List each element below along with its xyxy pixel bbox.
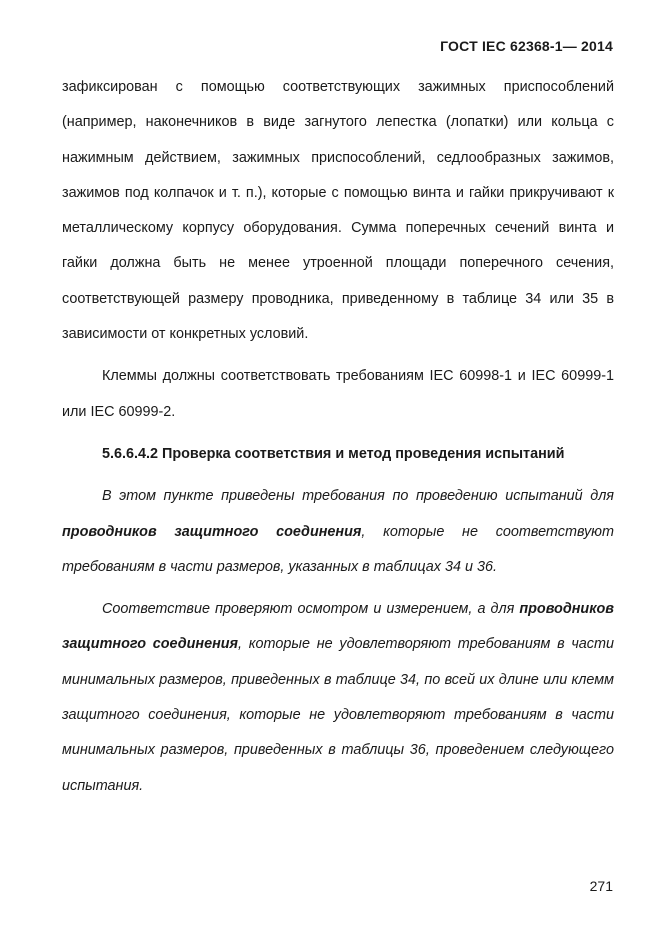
defined-term: проводников защитного соединения	[62, 523, 362, 540]
page-number: 271	[589, 878, 613, 894]
paragraph-test-scope	[62, 479, 614, 585]
defined-term: проводников защитного соединения	[62, 601, 614, 653]
text-segment: В этом пункте приведены требования по проведению испытаний для	[102, 488, 614, 505]
text-segment: Соответствие проверяют осмотром и измерением, а для	[102, 601, 520, 618]
section-heading: 5.6.6.4.2 Проверка соответствия и метод проведения испытаний	[102, 445, 565, 462]
text-segment: , которые не удовлетворяют требованиям в части минимальных размеров, приведенных в таблице 34, по всей их длине или клемм защитного соединения, которые не удовлетворяют требованиям в части минимальных размеров, приведенных в таблицы 36, проведением следующего испытания.	[62, 636, 614, 794]
text-segment: , которые не соответствуют требованиям в части размеров, указанных в таблицах 34 и 36.	[62, 523, 614, 575]
paragraph-terminals-requirements: Клеммы должны соответствовать требованиям IEC 60998-1 и IEC 60999-1 или IEC 60999-2.	[62, 368, 614, 420]
document-header: ГОСТ IEC 62368-1— 2014	[440, 38, 613, 54]
document-body	[62, 70, 614, 804]
paragraph-terminal-fixing: зафиксирован с помощью соответствующих зажимных приспособлений (например, наконечников в виде загнутого лепестка (лопатки) или кольца с нажимным действием, зажимных приспособлений, седлообразных зажимов, зажимов под колпачок и т. п.), которые с помощью винта и гайки прикручивают к металлическому корпусу оборудования. Сумма поперечных сечений винта и гайки должна быть не менее утроенной площади поперечного сечения, соответствующей размеру проводника, приведенному в таблице 34 или 35 в зависимости от конкретных условий.	[62, 79, 614, 343]
paragraph-compliance-check	[62, 592, 614, 804]
